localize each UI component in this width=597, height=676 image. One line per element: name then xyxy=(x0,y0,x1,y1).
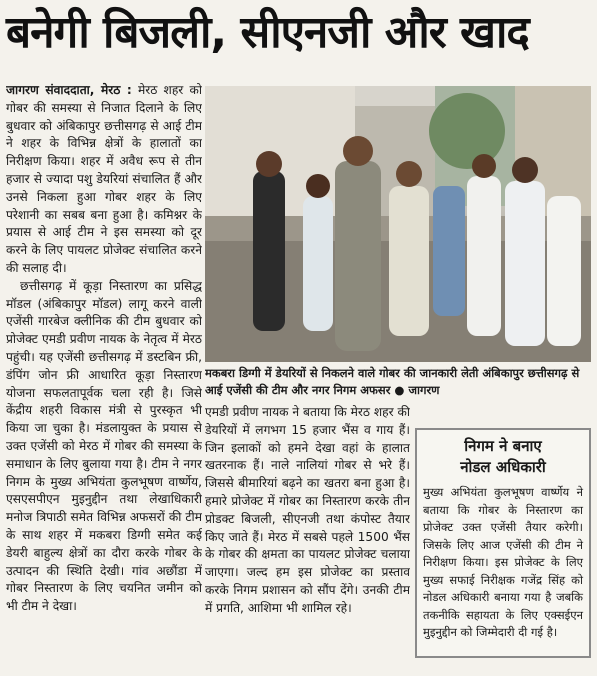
photo-illustration xyxy=(205,86,591,362)
sidebar-text: मुख्य अभियंता कुलभूषण वार्ष्णेय ने बताया कि गोबर के निस्तारण का प्रोजेक्ट उक्त एजेंसी तैयार करेगी। जिसके लिए आज एजेंसी की टीम ने निरीक्षण किया। इस प्रोजेक्ट के लिए मुख्य सफाई निरीक्षक गजेंद्र सिंह को नोडल अधिकारी बनाया गया है जबकि तकनीकि सहायता के लिए एक्सईएन मुइनुद्दीन को जिम्मेदारी दी गई है। xyxy=(423,485,583,639)
article-column-2 xyxy=(205,404,410,668)
title-line-2: नोडल अधिकारी xyxy=(460,458,546,476)
article-column-1 xyxy=(6,82,202,668)
dateline: जागरण संवाददाता, मेरठ : xyxy=(6,83,132,97)
article-paragraph xyxy=(6,82,202,278)
bullet-icon: ● xyxy=(394,383,405,397)
news-photo xyxy=(205,86,591,362)
paragraph-text: मेरठ शहर को गोबर की समस्या से निजात दिलाने के लिए बुधवार को अंबिकापुर छत्तीसगढ़ से आई टीम ने शहर के विभिन्न क्षेत्रों के हालातों का निरीक्षण किया। शहर में अवैध रूप से तीन हजार से ज्यादा पशु डेयरियां संचालित हैं और उनसे निकला हुआ गोबर शहर के लिए परेशानी का सबब बना हुआ है। कमिश्नर के प्रयास से आई टीम ने इस समस्या को दूर करने के लिए पायलट प्रोजेक्ट संचालित करने की सलाह दी। xyxy=(6,83,202,275)
photo-caption xyxy=(205,365,591,399)
article-paragraph: छत्तीसगढ़ में कूड़ा निस्तारण का प्रसिद्ध मॉडल (अंबिकापुर मॉडल) लागू करने वाली एजेंसी गारबेज क्लीनिक की टीम बुधवार को प्रोजेक्ट एमडी प्रवीण नायक के नेतृत्व में मेरठ पहुंची। यह एजेंसी छत्तीसगढ़ में डस्टबिन फ्री, डंपिंग जोन फ्री आधारित कूड़ा निस्तारण योजना सफलतापूर्वक चला रही है। जिसे केंद्रीय शहरी विकास मंत्री से पुरस्कृत भी किया जा चुका है। मंडलायुक्त के प्रयास से उक्त एजेंसी को मेरठ में गोबर की समस्या के समाधान के लिए बुलाया गया है। टीम ने नगर निगम के मुख्य अभियंता कुलभूषण वार्ष्णेय, एसएसपीएन मुइनुद्दीन तथा लेखाधिकारी मनोज त्रिपाठी समेत विभिन्न अफसरों की टीम के साथ शहर में मकबरा डिग्गी समेत कई डेयरी बाहुल्य क्षेत्रों का दौरा करके गोबर के उत्पादन की स्थिति देखी। गांव अछौंडा में गोबर निस्तारण के लिए चयनित जमीन को भी टीम ने देखा। xyxy=(6,278,202,614)
photo-source: जागरण xyxy=(408,383,440,397)
article-paragraph: एमडी प्रवीण नायक ने बताया कि मेरठ शहर की डेयरियों में लगभग 15 हजार भैंस व गाय हैं। जिन इलाकों को हमने देखा वहां के हालात खतरनाक हैं। नाले नालियां गोबर से भरे हैं। जिससे बीमारियां बढ़ने का खतरा बना हुआ है। हमारे प्रोजेक्ट में गोबर का निस्तारण करके तीन प्रोडक्ट बिजली, सीएनजी तथा कंपोस्ट तैयार किए जाते हैं। मेरठ में सबसे पहले 1500 भैंस के गोबर की क्षमता का पायलट प्रोजेक्ट चलाया जाएगा। जल्द हम इस प्रोजेक्ट का प्रस्ताव करके निगम प्रशासन को सौंप देंगे। उनकी टीम में प्रगति, आशिमा भी शामिल रहे। xyxy=(205,405,410,615)
caption-text: मकबरा डिग्गी में डेयरियों से निकलने वाले गोबर की जानकारी लेती अंबिकापुर छत्तीसगढ़ से आई एजेंसी की टीम और नगर निगम अफसर xyxy=(205,366,580,397)
sidebar-box xyxy=(415,428,591,658)
sidebar-box-title xyxy=(423,436,583,478)
sidebar-box-body xyxy=(423,484,583,642)
title-line-1: निगम ने बनाए xyxy=(464,437,542,455)
headline: बनेगी बिजली, सीएनजी और खाद xyxy=(6,7,529,58)
